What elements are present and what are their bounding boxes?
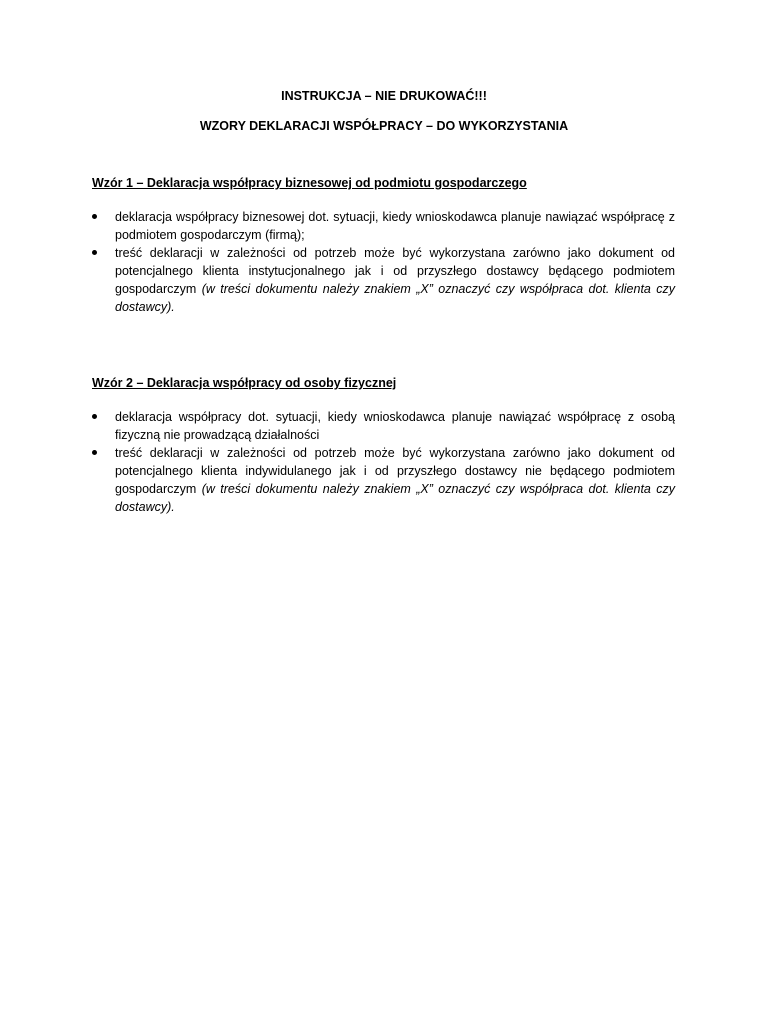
- list-item: [92, 208, 675, 244]
- document-title-line-2: WZORY DEKLARACJI WSPÓŁPRACY – DO WYKORZYSTANIA: [199, 119, 569, 133]
- bullet-icon: [92, 214, 97, 219]
- bullet-text: treść deklaracji w zależności od potrzeb może być wykorzystana zarówno jako dokument od potencjalnego klienta indywidulanego jak i od przyszłego dostawcy nie będącego podmiotem gospodarczym: [115, 446, 675, 496]
- section-heading-wzor-1: Wzór 1 – Deklaracja współpracy biznesowej od podmiotu gospodarczego: [92, 176, 527, 190]
- bullet-text: deklaracja współpracy dot. sytuacji, kiedy wnioskodawca planuje nawiązać współpracę z osobą fizyczną nie prowadzącą działalności: [115, 410, 675, 442]
- bullet-text: treść deklaracji w zależności od potrzeb może być wykorzystana zarówno jako dokument od potencjalnego klienta instytucjonalnego jak i od przyszłego dostawcy będącego podmiotem gospodarczym: [115, 246, 675, 296]
- bullet-list-wzor-1: [92, 208, 675, 316]
- document-title-line-1: INSTRUKCJA – NIE DRUKOWAĆ!!!: [281, 89, 487, 103]
- bullet-list-wzor-2: [92, 408, 675, 516]
- bullet-text: deklaracja współpracy biznesowej dot. sytuacji, kiedy wnioskodawca planuje nawiązać współpracę z podmiotem gospodarczym (firmą);: [115, 210, 675, 242]
- bullet-icon: [92, 250, 97, 255]
- bullet-icon: [92, 414, 97, 419]
- bullet-icon: [92, 450, 97, 455]
- bullet-italic-note: (w treści dokumentu należy znakiem „X” oznaczyć czy współpraca dot. klienta czy dostawcy).: [115, 282, 676, 314]
- list-item: [92, 444, 675, 516]
- section-heading-wzor-2: Wzór 2 – Deklaracja współpracy od osoby fizycznej: [92, 376, 397, 390]
- list-item: [92, 408, 675, 444]
- bullet-italic-note: (w treści dokumentu należy znakiem „X” oznaczyć czy współpraca dot. klienta czy dostawcy).: [115, 482, 676, 514]
- list-item: [92, 244, 675, 316]
